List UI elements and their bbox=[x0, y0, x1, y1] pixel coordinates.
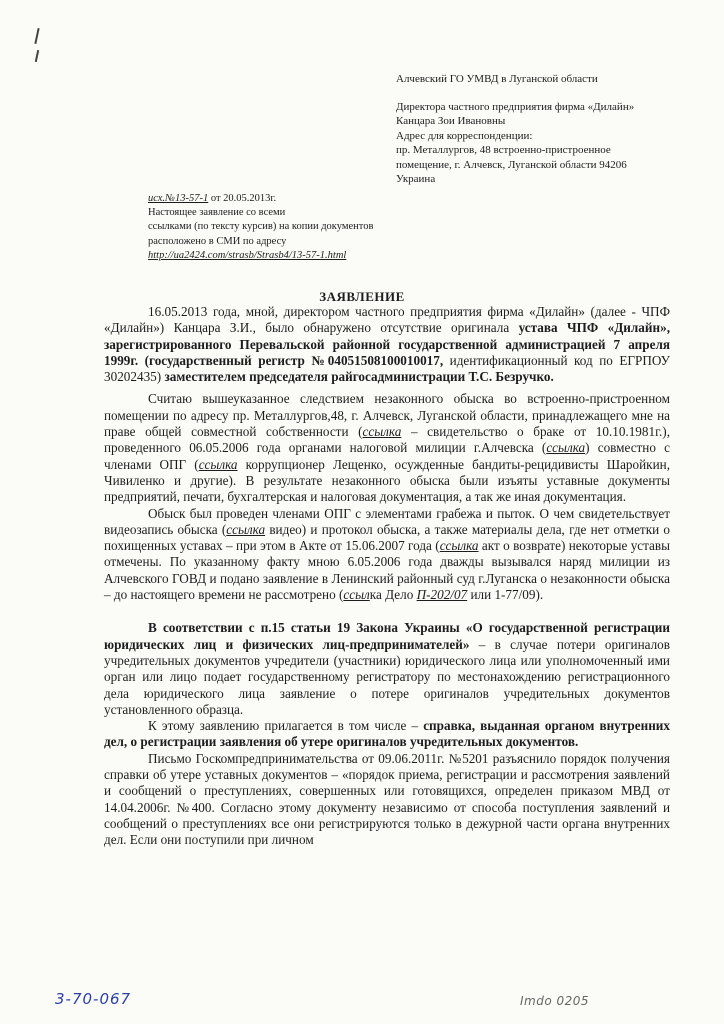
reference-text: ссылками (по тексту курсив) на копии документов bbox=[148, 221, 374, 233]
outgoing-date: от 20.05.2013г. bbox=[208, 193, 277, 204]
paragraph: К этому заявлению прилагается в том числе – справка, выданная органом внутренних дел, о регистрации заявления об утере оригиналов учредительных документов. bbox=[104, 718, 670, 750]
paragraph: В соответствии с п.15 статьи 19 Закона Украины «О государственной регистрации юридических лиц и физических лиц-предпринимателей» – в случае потери оригиналов учредительных документов учредители (участники) юридического лица или уполномоченный ими орган или лицо подает государственному регистратору по местонахождению регистрационного дела юридического лица заявление о потере оригиналов учредительных документов установленного образца. bbox=[104, 620, 671, 717]
paragraph: Считаю вышеуказанное следствием незаконного обыска во встроенно-пристроенном помещении по адресу пр. Металлургов,48, г. Алчевск, Луганской области, принадлежащего мне на праве общей совместной собственности (ссылка – свидетельство о браке от 10.10.1981г.), проведенного 06.05.2006 года органами налоговой милиции г.Алчевска (ссылка) совместно с членами ОПГ (ссылка коррупционер Лещенко, осужденные бандиты-рецидивисты Шаройкин, Чивиленко и другие). В результате незаконного обыска были изъяты уставные документы предприятий, печати, бухгалтерская и налоговая документация, а так же иная документация. bbox=[104, 391, 670, 505]
address-label: Адрес для корреспонденции: bbox=[396, 129, 533, 142]
paragraph: 16.05.2013 года, мной, директором частного предприятия фирма «Дилайн» (далее - ЧПФ «Дилайн») Канцара З.И., было обнаружено отсутствие оригинала устава ЧПФ «Дилайн», зарегистрированного Перевальской районной государственной администрацией 7 апреля 1999г. (государственный регистр №04051508100010017, идентификационный код по ЕГРПОУ 30202435) заместителем председателя райгосадминистрации Т.С. Безручко. bbox=[104, 304, 671, 385]
address-country: Украина bbox=[396, 173, 436, 185]
citation-link[interactable]: ссылка bbox=[439, 538, 479, 554]
citation-link[interactable]: П-202/07 bbox=[416, 587, 468, 603]
reference-text: Настоящее заявление со всеми bbox=[148, 207, 286, 219]
handwritten-note: Imdo 0205 bbox=[520, 994, 590, 1008]
paragraph: Письмо Госкомпредпринимательства от 09.06.2011г. №5201 разъяснило порядок получения справки об утере уставных документов – «порядок приема, регистрации и рассмотрения заявлений и сообщений о преступлениях, совершенных или готовящихся, определен приказом МВД от 14.04.2006г. №400. Согласно этому документу независимо от способа поступления заявлений и сообщений о преступлениях все они регистрируются только в дежурной части органа внутренних дел. Если они поступили при личном bbox=[104, 750, 670, 848]
sender-position: Директора частного предприятия фирма «Дилайн» bbox=[396, 100, 635, 113]
recipient: Алчевский ГО УМВД в Луганской области bbox=[396, 73, 598, 85]
addressee-block bbox=[396, 72, 696, 187]
paragraph: Обыск был проведен членами ОПГ с элементами грабежа и пыток. О чем свидетельствует видеозапись обыска (ссылка видео) и протокол обыска, а также материалы дела, где нет отметки о похищенных уставах – при этом в Акте от 15.06.2007 года (ссылка акт о возврате) некоторые уставы отмечены. По указанному факту мною 6.05.2006 года дважды вызывался наряд милиции из Алчевского ГОВД и подано заявление в Ленинский районный суд г.Луганска о незаконности обыска – до настоящего времени не рассмотрено (ссылка Дело П-202/07 или 1-77/09). bbox=[104, 505, 671, 603]
handwritten-registration-number: 3-70-067 bbox=[55, 990, 132, 1008]
outgoing-number: исх.№13-57-1 bbox=[148, 193, 209, 204]
document-body bbox=[104, 304, 670, 849]
margin-mark bbox=[34, 28, 39, 44]
citation-link[interactable]: ссылка bbox=[226, 521, 266, 537]
reference-block bbox=[148, 192, 418, 263]
citation-link[interactable]: ссыл bbox=[343, 587, 370, 603]
margin-mark bbox=[35, 50, 39, 62]
citation-link[interactable]: ссылка bbox=[362, 424, 402, 440]
citation-link[interactable]: ссылка bbox=[198, 456, 238, 472]
reference-url-link[interactable]: http://ua2424.com/strasb/Strasb4/13-57-1.html bbox=[148, 249, 347, 261]
sender-name: Канцара Зои Ивановны bbox=[396, 115, 506, 127]
citation-link[interactable]: ссылка bbox=[546, 440, 586, 456]
reference-text: расположено в СМИ по адресу bbox=[148, 235, 287, 247]
address-line: пр. Металлургов, 48 встроенно-пристроенное bbox=[396, 144, 611, 156]
address-line: помещение, г. Алчевск, Луганской области 94206 bbox=[396, 158, 627, 171]
document-title: ЗАЯВЛЕНИЕ bbox=[319, 289, 405, 304]
